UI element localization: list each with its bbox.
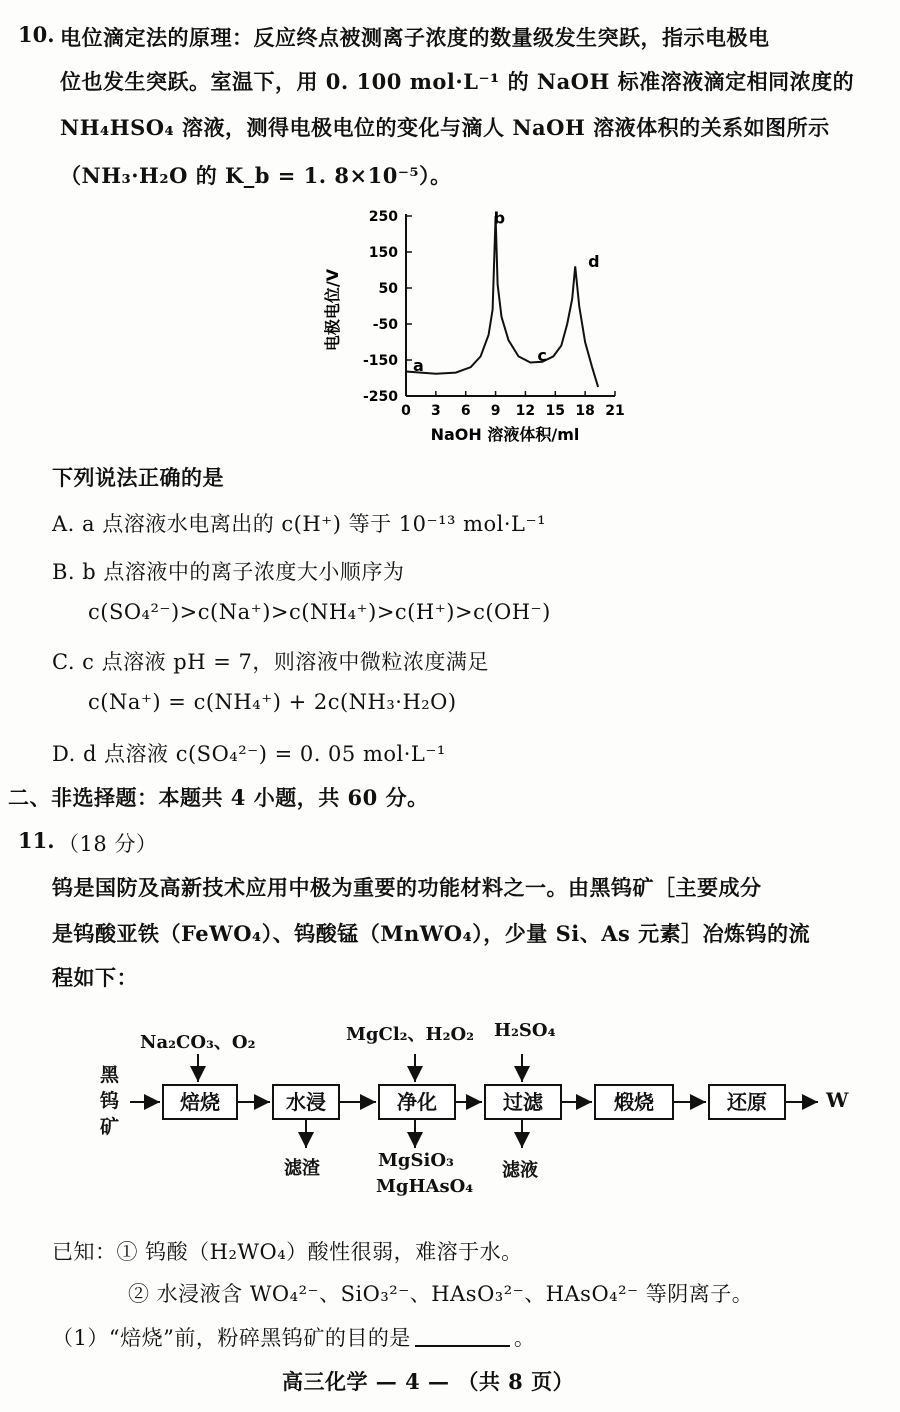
q10-stem-line-4: （NH₃·H₂O 的 K_b = 1. 8×10⁻⁵）。: [60, 163, 452, 188]
flow-input-roasting: Na₂CO₃、O₂: [140, 1032, 256, 1053]
point-label-d: d: [588, 251, 600, 271]
q10-option-a: A. a 点溶液水电离出的 c(H⁺) 等于 10⁻¹³ mol·L⁻¹: [52, 512, 546, 536]
q11-subquestion-1: [52, 1322, 535, 1352]
y-tick-label: -150: [362, 353, 398, 369]
y-tick-label: -250: [362, 389, 398, 405]
answer-blank: [415, 1345, 510, 1347]
x-tick-label: 6: [460, 403, 471, 419]
flow-output-mghaso4: MgHAsO₄: [376, 1176, 474, 1197]
q10-option-d: D. d 点溶液 c(SO₄²⁻) = 0. 05 mol·L⁻¹: [52, 742, 446, 766]
flow-step-filter: 过滤: [484, 1084, 562, 1120]
flow-input-purify: MgCl₂、H₂O₂: [346, 1024, 475, 1045]
q10-option-c-formula: c(Na⁺) = c(NH₄⁺) + 2c(NH₃·H₂O): [88, 690, 457, 714]
q11-sub1-text: （1）“焙烧”前，粉碎黑钨矿的目的是: [52, 1326, 411, 1350]
y-tick-label: 50: [378, 281, 398, 297]
q10-stem-line-3: NH₄HSO₄ 溶液，测得电极电位的变化与滴人 NaOH 溶液体积的关系如图所示: [60, 115, 830, 140]
question-10-number: 10.: [18, 22, 55, 47]
y-tick-label: 150: [368, 245, 398, 261]
flow-step-reduce: 还原: [708, 1084, 786, 1120]
x-tick-label: 15: [545, 403, 566, 419]
q11-stem-line-1: 钨是国防及高新技术应用中极为重要的功能材料之一。由黑钨矿［主要成分: [52, 875, 762, 900]
flow-output-mgsio3: MgSiO₃: [378, 1150, 454, 1171]
q11-known-1: 已知：① 钨酸（H₂WO₄）酸性很弱，难溶于水。: [52, 1240, 523, 1264]
y-tick-label: -50: [372, 317, 398, 333]
flow-step-calcine: 煅烧: [594, 1084, 674, 1120]
flow-input-filter: H₂SO₄: [494, 1020, 556, 1041]
point-label-c: c: [537, 346, 547, 366]
q11-stem-line-2: 是钨酸亚铁（FeWO₄）、钨酸锰（MnWO₄），少量 Si、As 元素］冶炼钨的流: [52, 921, 811, 946]
q10-prompt: 下列说法正确的是: [52, 465, 224, 490]
q10-option-b: B. b 点溶液中的离子浓度大小顺序为: [52, 560, 405, 584]
q11-known-2: ② 水浸液含 WO₄²⁻、SiO₃²⁻、HAsO₃²⁻、HAsO₄²⁻ 等阴离子。: [128, 1282, 754, 1306]
point-label-a: a: [412, 356, 424, 376]
q10-option-b-formula: c(SO₄²⁻)>c(Na⁺)>c(NH₄⁺)>c(H⁺)>c(OH⁻): [88, 600, 551, 624]
x-tick-label: 21: [605, 403, 625, 419]
section-2-heading: 二、非选择题：本题共 4 小题，共 60 分。: [8, 785, 429, 810]
q10-stem-line-1: 电位滴定法的原理：反应终点被测离子浓度的数量级发生突跃，指示电极电: [60, 25, 770, 50]
x-tick-label: 0: [401, 403, 411, 419]
q11-sub1-end: 。: [513, 1326, 536, 1350]
y-tick-label: 250: [368, 209, 398, 225]
flow-start-black-tungsten: 黑钨矿: [100, 1064, 120, 1138]
point-label-b: b: [493, 208, 506, 228]
flow-step-water-leach: 水浸: [272, 1084, 340, 1120]
flow-end-product: W: [826, 1088, 849, 1112]
question-11-number: 11.: [18, 828, 55, 853]
potential-curve: [406, 216, 598, 387]
x-tick-label: 9: [490, 403, 501, 419]
q11-stem-line-3: 程如下：: [52, 965, 138, 990]
page-footer: 高三化学 — 4 — （共 8 页）: [282, 1369, 575, 1394]
x-tick-label: 12: [515, 403, 536, 419]
chart-ylabel: 电极电位/V: [323, 268, 342, 352]
flow-output-residue: 滤渣: [284, 1158, 320, 1179]
x-tick-label: 18: [575, 403, 595, 419]
q10-stem-line-2: 位也发生突跃。室温下，用 0. 100 mol·L⁻¹ 的 NaOH 标准溶液滴定相同浓度的: [60, 69, 855, 94]
potential-titration-chart: [310, 200, 630, 450]
x-tick-label: 3: [430, 403, 441, 419]
q10-option-c: C. c 点溶液 pH = 7，则溶液中微粒浓度满足: [52, 650, 489, 674]
q11-score: （18 分）: [58, 832, 158, 856]
process-flowchart: [0, 1010, 900, 1210]
chart-xlabel: NaOH 溶液体积/ml: [430, 425, 580, 444]
flow-step-purify: 净化: [378, 1084, 456, 1120]
flow-step-roasting: 焙烧: [162, 1084, 238, 1120]
flow-output-filtrate: 滤液: [502, 1160, 538, 1181]
